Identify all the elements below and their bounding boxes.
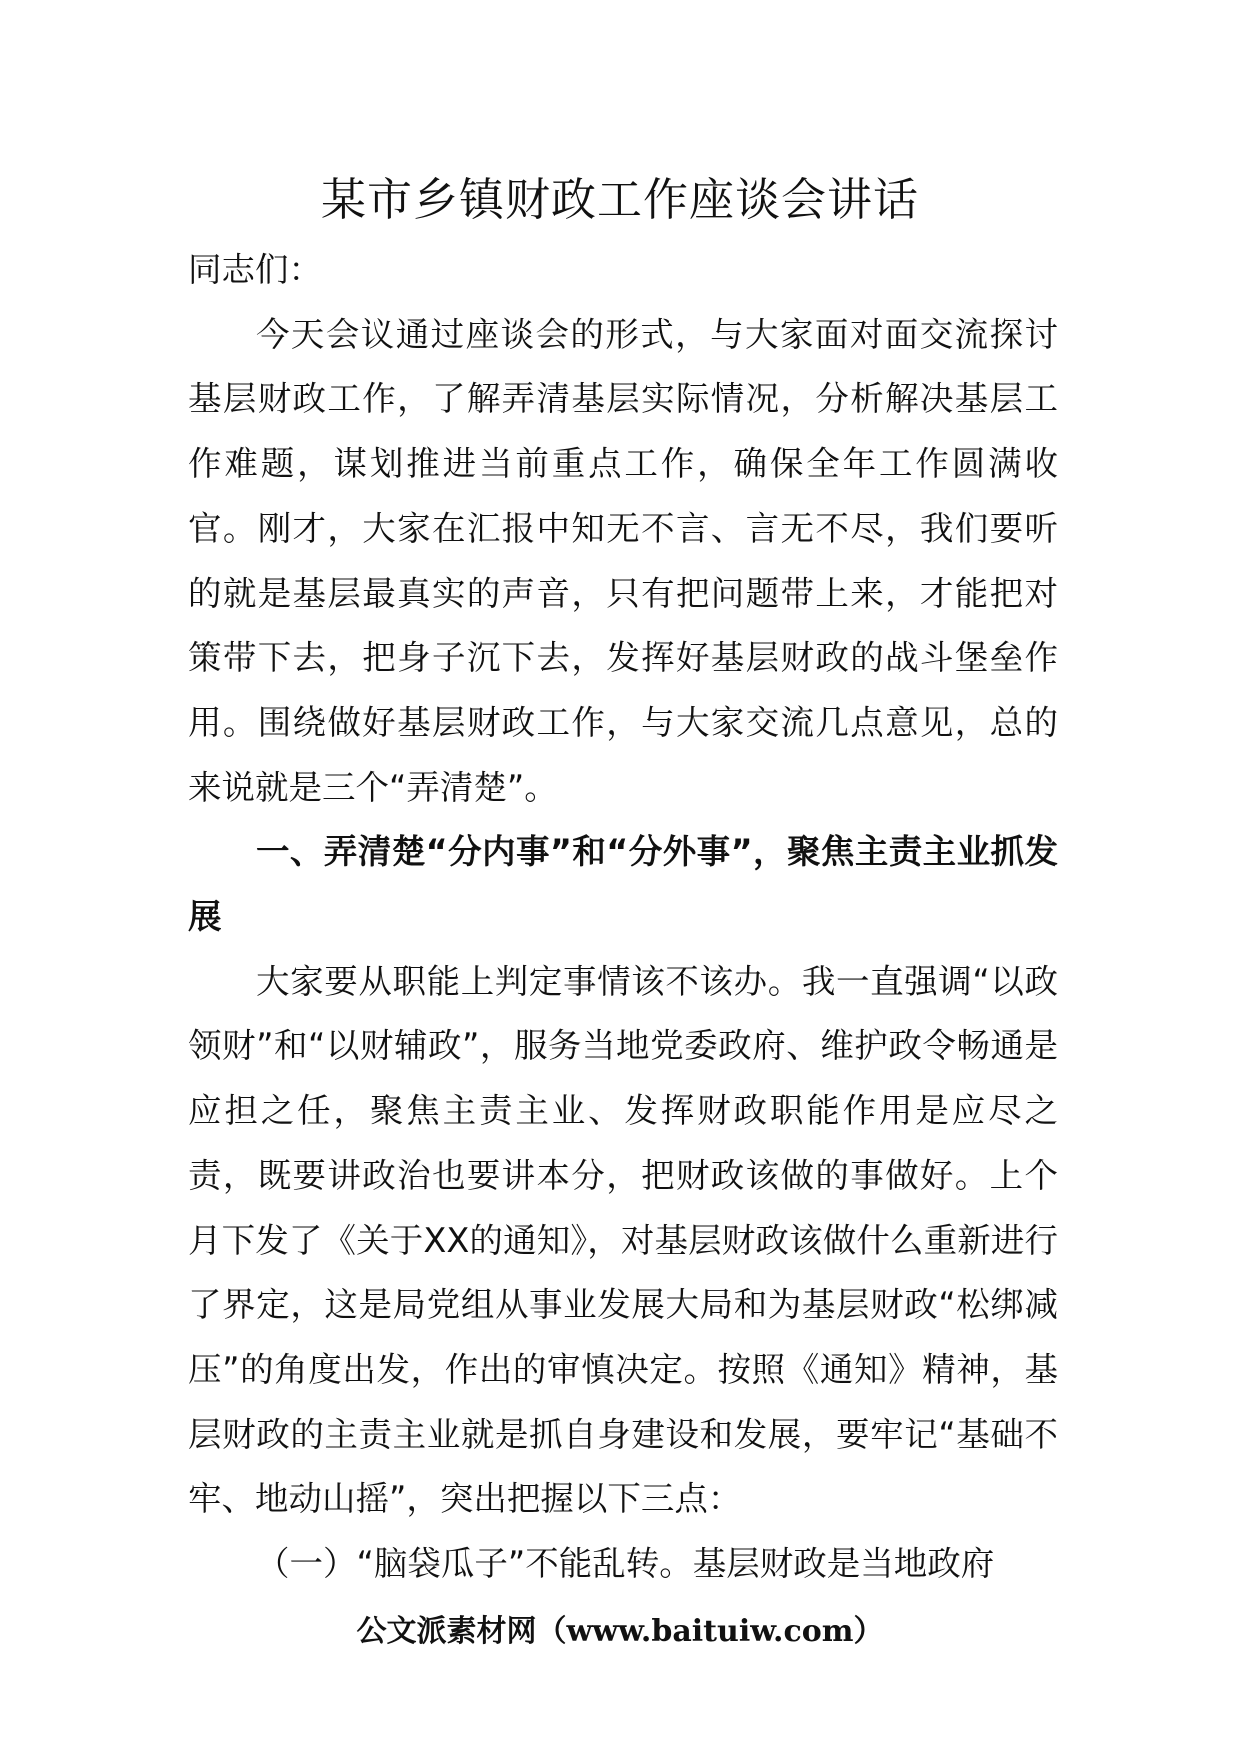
section-1-paragraph: 大家要从职能上判定事情该不该办。我一直强调“以政领财”和“以财辅政”，服务当地党委政府、维护政令畅通是应担之任，聚焦主责主业、发挥财政职能作用是应尽之责，既要讲政治也要讲本分，把财政该做的事做好。上个月下发了《关于XX的通知》，对基层财政该做什么重新进行了界定，这是局党组从事业发展大局和为基层财政“松绑减压”的角度出发，作出的审慎决定。按照《通知》精神，基层财政的主责主业就是抓自身建设和发展，要牢记“基础不牢、地动山摇”，突出把握以下三点： [188, 961, 1058, 1519]
section-1-heading: 一、弄清楚“分内事”和“分外事”，聚焦主责主业抓发展 [188, 832, 1058, 937]
subsection-1-paragraph: （一）“脑袋瓜子”不能乱转。基层财政是当地政府 [256, 1544, 995, 1584]
intro-paragraph: 今天会议通过座谈会的形式，与大家面对面交流探讨基层财政工作，了解弄清基层实际情况，分析解决基层工作难题，谋划推进当前重点工作，确保全年工作圆满收官。刚才，大家在汇报中知无不言、言无不尽，我们要听的就是基层最真实的声音，只有把问题带上来，才能把对策带下去，把身子沉下去，发挥好基层财政的战斗堡垒作用。围绕做好基层财政工作，与大家交流几点意见，总的来说就是三个“弄清楚”。 [188, 314, 1058, 807]
footer-watermark: 公文派素材网（www.baituiw.com） [356, 1614, 884, 1649]
document-body [188, 238, 1058, 1597]
salutation: 同志们： [188, 250, 322, 289]
document-title: 某市乡镇财政工作座谈会讲话 [320, 173, 919, 226]
